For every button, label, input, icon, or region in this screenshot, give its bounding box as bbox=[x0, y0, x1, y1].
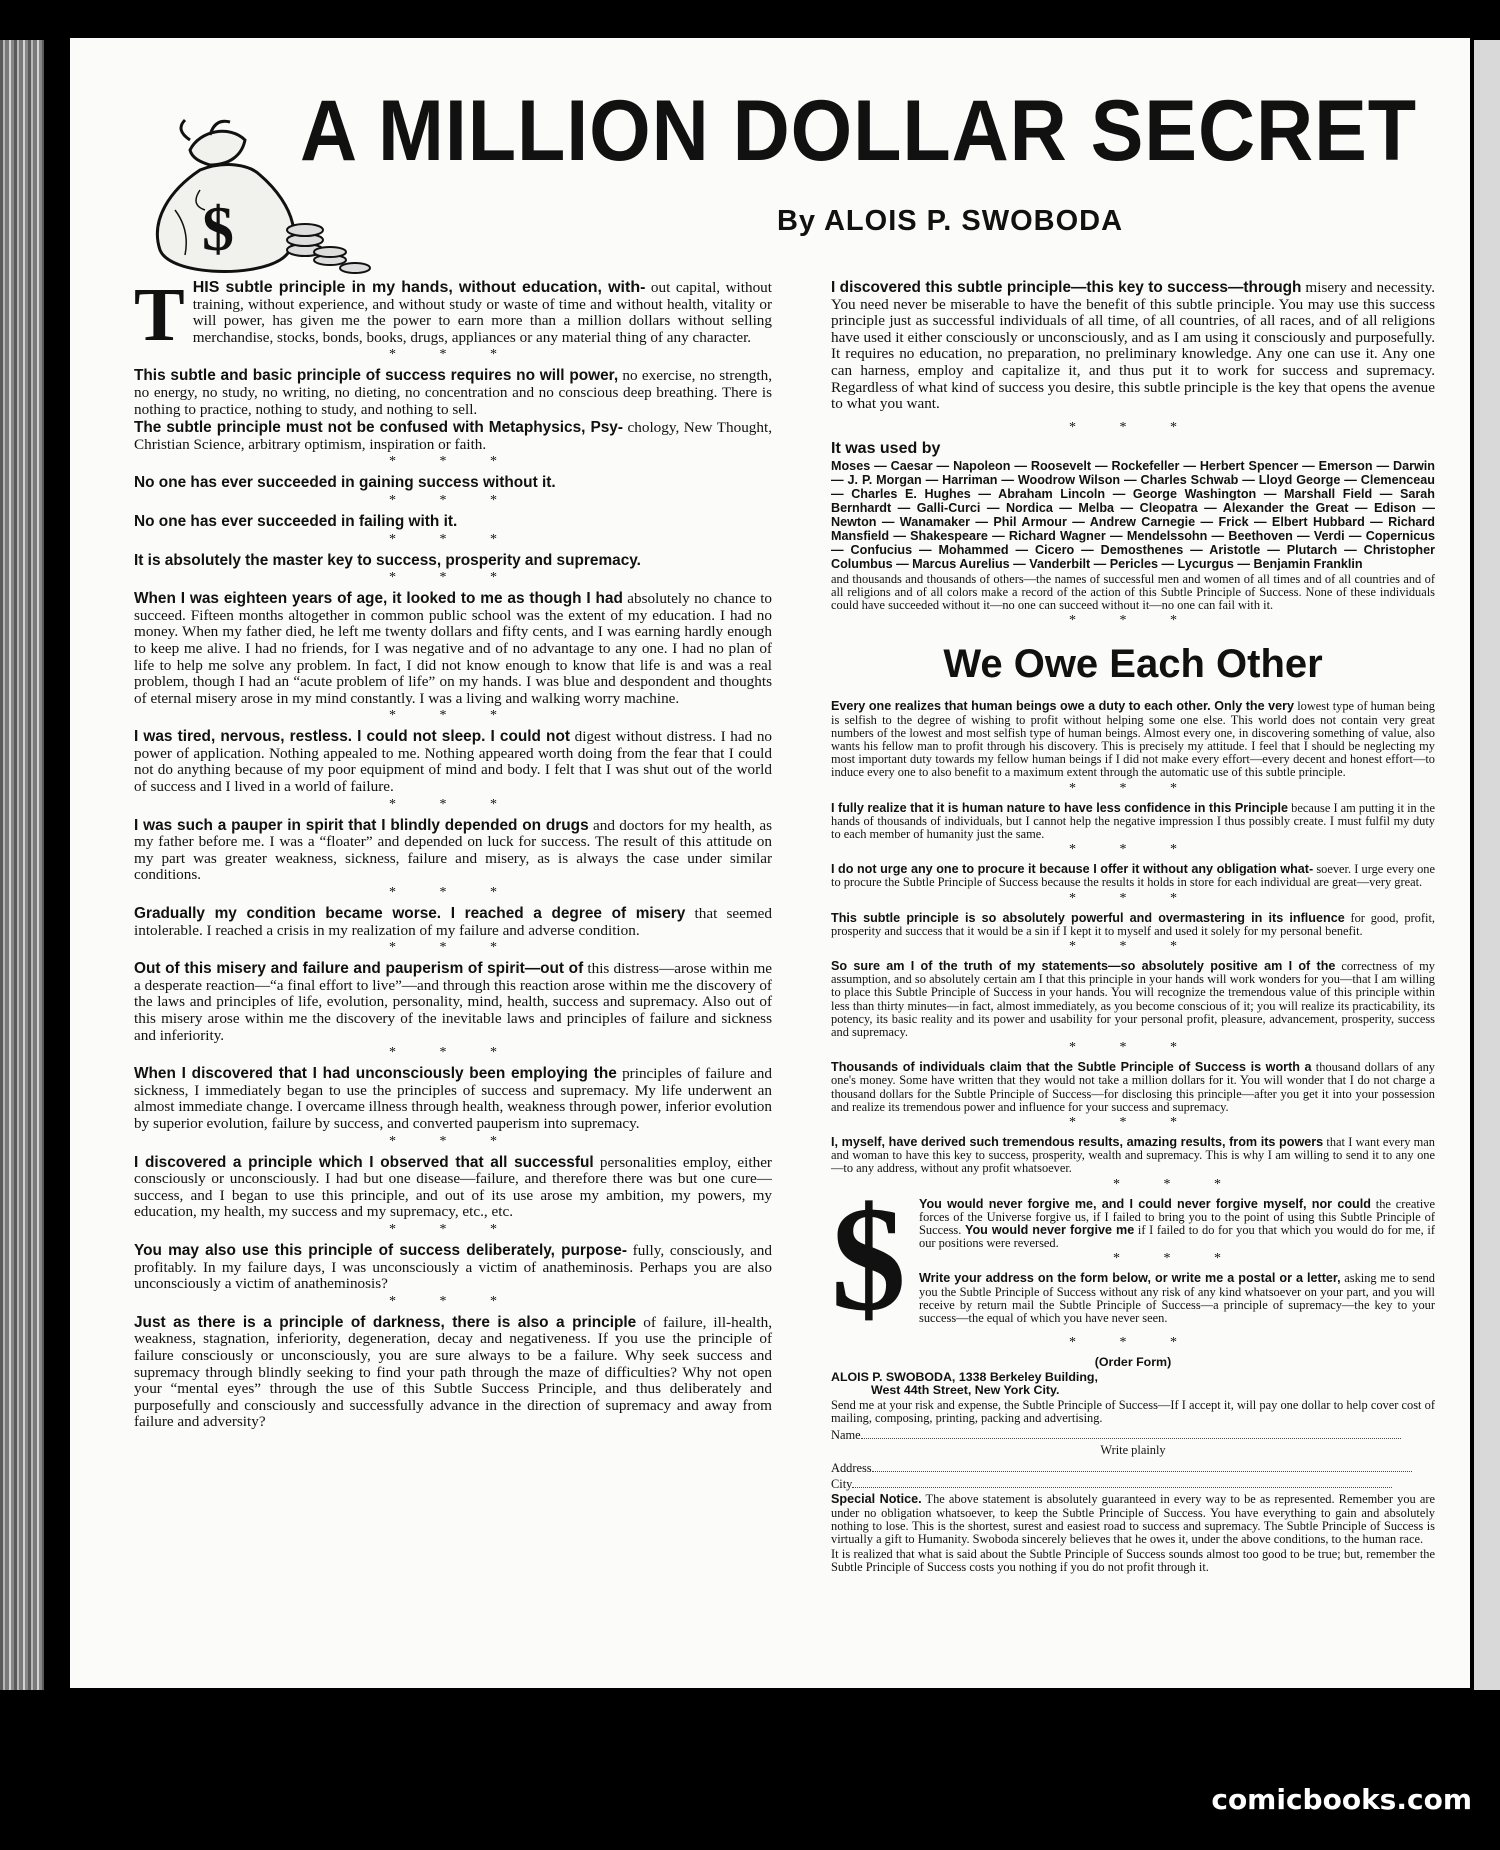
section-divider: * * * bbox=[389, 796, 517, 812]
section-divider: * * * bbox=[389, 885, 517, 901]
section-divider: * * * bbox=[389, 570, 517, 586]
site-watermark: comicbooks.com bbox=[1211, 1783, 1472, 1816]
paragraph: I discovered this subtle principle—this key to success—through misery and necessity. You need never be miserable to have the benefit of this subtle principle. You may use this success principle just as successful individuals of all time, of all countries, of all races, and of all religions have used it either consciously or unconsciously, and as I am using it consciously and purposefully. It requires no education, no preparation, no preliminary knowledge. Any one can use it. Any one can harness, employ and capitalize it, and thus put it to work for success and supremacy. Regardless of what kind of success you desire, this subtle principle is the key that opens the avenue to what you want. bbox=[831, 279, 1436, 413]
binding-edge bbox=[0, 40, 44, 1690]
section-divider: * * * bbox=[1069, 613, 1197, 629]
section-heading: We Owe Each Other bbox=[943, 642, 1323, 687]
author-byline: By ALOIS P. SWOBODA bbox=[776, 205, 1124, 237]
paragraph: This subtle and basic principle of success requires no will power, no exercise, no strength, no energy, no study, no writing, no dieting, no concentration and no conscious deep breathing. There is nothing to practice, nothing to study, and nothing to sell. bbox=[134, 367, 772, 418]
dollar-block bbox=[831, 1175, 1435, 1342]
section-divider: * * * bbox=[1069, 780, 1197, 796]
paragraph: When I was eighteen years of age, it looked to me as though I had absolutely no chance to succeed. Fifteen months altogether in common public school was the extent of my education. I had no money. When my father died, he left me twenty dollars and fifty cents, and I was earning hardly enough to keep me alive. I had no friends, for I was negative and of no advantage to any one. I had no plan of life to help me solve any problem. In fact, I did not know enough to know that life is and was a real problem, though I had an “acute problem of life” on my hands. I was blue and despondent and thoughts of eternal misery arose in my mind constantly. I was a living and walking worry machine. bbox=[134, 590, 773, 707]
svg-text:$: $ bbox=[202, 193, 234, 264]
paragraph: When I discovered that I had unconsciously been employing the principles of failure and sickness, I immediately began to use the principles of success and supremacy. My life underwent an almost immediate change. I overcame illness through health, weakness through power, inferior evolution by superior evolution, failure by success, and converted pauperism into supremacy. bbox=[134, 1065, 772, 1132]
paragraph: Gradually my condition became worse. I reached a degree of misery that seemed intolerable. I reached a crisis in my realization of my failure and adverse condition. bbox=[134, 905, 772, 939]
section-divider: * * * bbox=[1069, 419, 1197, 435]
paragraph: I fully realize that it is human nature to have less confidence in this Principle because I am putting it in the hands of thousands of individuals, but I cannot help the negative impression I thus possibly create. I must fulfil my duty to each member of humanity just the same. bbox=[831, 800, 1435, 841]
section-divider: * * * bbox=[1069, 890, 1197, 906]
paragraph: Every one realizes that human beings owe a duty to each other. Only the very lowest type of human being is selfish to the degree of wishing to profit without helping some one else. This world does not contain very great numbers of the lowest and most selfish type of human beings. Almost every one, in discovering something of value, also wants his fellow man to profit through his discovery. This is precisely my attitude. I feel that I should be neglecting my most important duty towards my fellow human beings if I did not make every effort—every decent and honest effort—to induce every one to also benefit to a maximum extent through the automatic use of this subtle principle. bbox=[831, 699, 1435, 780]
section-divider: * * * bbox=[1069, 938, 1197, 954]
paragraph: and thousands and thousands of others—the names of successful men and women of all times and of all countries and of all religions and of all colors make a record of the action of this Subtle Principle of Success. None of these individuals could have succeeded without it—no one can succeed without it—no one can fail with it. bbox=[831, 572, 1435, 613]
section-divider: * * * bbox=[389, 708, 517, 724]
we-owe-section bbox=[831, 700, 1435, 1574]
section-divider: * * * bbox=[389, 1221, 517, 1237]
address-field[interactable]: Address bbox=[831, 1461, 1435, 1475]
paragraph: You may also use this principle of success deliberately, purpose- fully, consciously, and profitably. In my failure days, I was unconsciously a victim of anatheminosis. Perhaps you are also unconsciously a victim of anatheminosis? bbox=[134, 1241, 772, 1293]
paragraph: The subtle principle must not be confused with Metaphysics, Psy- chology, New Thought, Christian Science, arbitrary optimism, inspiration or faith. bbox=[134, 419, 773, 453]
paragraph: Out of this misery and failure and pauperism of spirit—out of this distress—arose within me a desperate reaction—“a final effort to live”—and through this reaction arose within me the discovery of the laws and principles of life, evolution, personality, mind, health, success and supremacy. Also out of this misery arose within me the discovery of the inevitable laws and principles of failure and sickness and inferiority. bbox=[134, 960, 772, 1044]
write-plainly-note: Write plainly bbox=[1100, 1443, 1166, 1457]
drop-cap: T bbox=[134, 273, 185, 357]
order-address: ALOIS P. SWOBODA, 1338 Berkeley Building, West 44th Street, New York City. bbox=[831, 1369, 1098, 1398]
famous-names-list: Moses — Caesar — Napoleon — Roosevelt — Rockefeller — Herbert Spencer — Emerson — Darwin — J. P. Morgan — Harriman — Woodrow Wilson — Charles Schwab — Lloyd George — Clemenceau — Charles E. Hughes — Abraham Lincoln — George Washington — Marshall Field — Sarah Bernhardt — Galli-Curci — Nordica — Melba — Cleopatra — Alexander the Great — Edison — Newton — Wanamaker — Phil Armour — Andrew Carnegie — Frick — Elbert Hubbard — Richard Mansfield — Shakespeare — Richard Wagner — Mendelssohn — Beethoven — Verdi — Copernicus — Confucius — Mohammed — Cicero — Demosthenes — Aristotle — Plutarch — Christopher Columbus — Marcus Aurelius — Vanderbilt — Pericles — Lycurgus — Benjamin Franklin bbox=[831, 459, 1435, 572]
section-divider: * * * bbox=[389, 492, 517, 508]
special-notice: Special Notice. The above statement is absolutely guaranteed in every way to be as represented. Remember you are under no obligation whatsoever, to keep the Subtle Principle of Success. You have everything to gain and absolutely nothing to lose. This is the shortest, surest and easiest road to success and supremacy. The Subtle Principle of Success is virtually a gift to Humanity. Swoboda sincerely believes that he owes it, under the above conditions, to the human race. bbox=[831, 1492, 1436, 1547]
section-divider: * * * bbox=[389, 454, 517, 470]
section-divider: * * * bbox=[389, 347, 517, 363]
paragraph: No one has ever succeeded in failing with it. bbox=[134, 512, 458, 530]
section-divider: * * * bbox=[1069, 1115, 1197, 1131]
section-divider: * * * bbox=[389, 940, 517, 956]
left-column bbox=[134, 273, 773, 1433]
paragraph: So sure am I of the truth of my statements—so absolutely positive am I of the correctness of my assumption, and so absolutely certain am I that this principle in your hands will work wonders for you—that I am willing to place this Subtle Principle of Success in your hands. You will recognize the tremendous value of this principle within less than thirty minutes—in fact, almost immediately, as you become conscious of it; you will realize its practicability, its potency, its basic reality and its power and usability for your personal profit, pleasure, advancement, prosperity, success and supremacy. bbox=[831, 958, 1435, 1039]
paragraph: You would never forgive me, and I could never forgive myself, nor could the creative forces of the Universe forgive us, if I failed to bring you to the point of using this Subtle Principle of Success. You would never forgive me if I failed to do for you that which you would do for me, if our positions were reversed. bbox=[919, 1196, 1435, 1251]
article-title: A MILLION DOLLAR SECRET bbox=[300, 83, 1418, 179]
section-divider: * * * bbox=[389, 1133, 517, 1149]
paragraph: I, myself, have derived such tremendous results, amazing results, from its powers that I want every man and woman to have this key to success, prosperity, wealth and supremacy. This is why I am willing to send it to any one—to any address, without any profit whatsoever. bbox=[831, 1135, 1435, 1176]
next-page-edge bbox=[1474, 40, 1500, 1690]
section-divider: * * * bbox=[389, 531, 517, 547]
section-divider: * * * bbox=[1113, 1176, 1241, 1192]
name-field[interactable]: Name bbox=[831, 1428, 1435, 1442]
paragraph: I discovered a principle which I observed that all successful personalities employ, either consciously or unconsciously. I had but one disease—failure, and therefore there was but one cure—success, and I began to use this principle, and out of its use arose my ambition, my powers, my education, my health, my success and my supremacy, etc., etc. bbox=[134, 1153, 772, 1221]
used-by-label: It was used by bbox=[831, 439, 941, 457]
order-form-label: (Order Form) bbox=[1094, 1354, 1172, 1369]
section-divider: * * * bbox=[389, 1045, 517, 1061]
paragraph: It is absolutely the master key to success, prosperity and supremacy. bbox=[134, 551, 641, 569]
section-divider: * * * bbox=[1113, 1251, 1241, 1267]
city-field[interactable]: City bbox=[831, 1477, 1435, 1491]
paragraph: Write your address on the form below, or write me a postal or a letter, asking me to send you the Subtle Principle of Success without any risk of any kind whatsoever on your part, and you will receive by return mail the Subtle Principle of Success—a principle of supremacy—the key to your success—the equal of which you have never seen. bbox=[919, 1271, 1435, 1326]
closing-note: It is realized that what is said about the Subtle Principle of Success sounds almost too good to be true; but, remember the Subtle Principle of Success costs you nothing if you do not profit through it. bbox=[831, 1547, 1435, 1575]
right-column bbox=[831, 280, 1435, 1577]
paragraph: Just as there is a principle of darkness, there is also a principle of failure, ill-health, weakness, stagnation, inferiority, degeneration, decay and negativeness. If you use the principle of failure consciously or unconsciously, you are sure always to be a failure. Why seek success and supremacy through blindly seeking to find your path through the maze of difficulties? Why not open your “mental eyes” through the use of this Subtle Success Principle, and thus deliberately and purposefully and consciously and successfully advance in the direction of supremacy and away from failure and adversity? bbox=[134, 1313, 773, 1431]
section-divider: * * * bbox=[1069, 842, 1197, 858]
section-divider: * * * bbox=[1069, 1334, 1197, 1350]
paragraph: No one has ever succeeded in gaining success without it. bbox=[134, 474, 556, 492]
section-divider: * * * bbox=[1069, 1040, 1197, 1056]
paragraph: I was such a pauper in spirit that I blindly depended on drugs and doctors for my health, as my father before me. I was a “floater” and depended on luck for success. The result of this attitude on my part was greater weakness, sickness, failure and misery, as is always the case under similar conditions. bbox=[134, 816, 773, 884]
paragraph: I do not urge any one to procure it because I offer it without any obligation what- soever. I urge every one to procure the Subtle Principle of Success because the results it holds in store for each individual are great—very great. bbox=[831, 862, 1435, 890]
paragraph: I was tired, nervous, restless. I could not sleep. I could not digest without distress. I had no power of application. Nothing appealed to me. Nothing appeared worth doing from the fear that I could not do anything because of my poor equipment of mind and body. I felt that I was shut out of the world of success and I lived in a world of failure. bbox=[134, 728, 773, 796]
intro-paragraph: THIS subtle principle in my hands, without education, with- out capital, without training, without experience, and without study or waste of time and without health, vitality or will power, has given me the power to earn more than a million dollars without selling merchandise, stocks, bonds, books, drugs, appliances or any material thing of any character. bbox=[134, 273, 772, 357]
dollar-sign-icon: $ bbox=[831, 1175, 906, 1342]
order-form-text: Send me at your risk and expense, the Subtle Principle of Success—If I accept it, will pay one dollar to help cover cost of mailing, composing, printing, packing and advertising. bbox=[831, 1398, 1435, 1426]
section-divider: * * * bbox=[389, 1293, 517, 1309]
paragraph: Thousands of individuals claim that the Subtle Principle of Success is worth a thousand dollars of any one's money. Some have written that they would not take a million dollars for it. You will wonder that I do not charge a thousand dollars for the Subtle Principle of Success—for disclosing this principle—after you get it into your possession and realize its tremendous power and influence for your success and supremacy. bbox=[831, 1060, 1435, 1114]
paragraph: This subtle principle is so absolutely powerful and overmastering in its influence for good, profit, prosperity and success that it would be a sin if I kept it to myself and used it solely for my personal benefit. bbox=[831, 910, 1435, 938]
